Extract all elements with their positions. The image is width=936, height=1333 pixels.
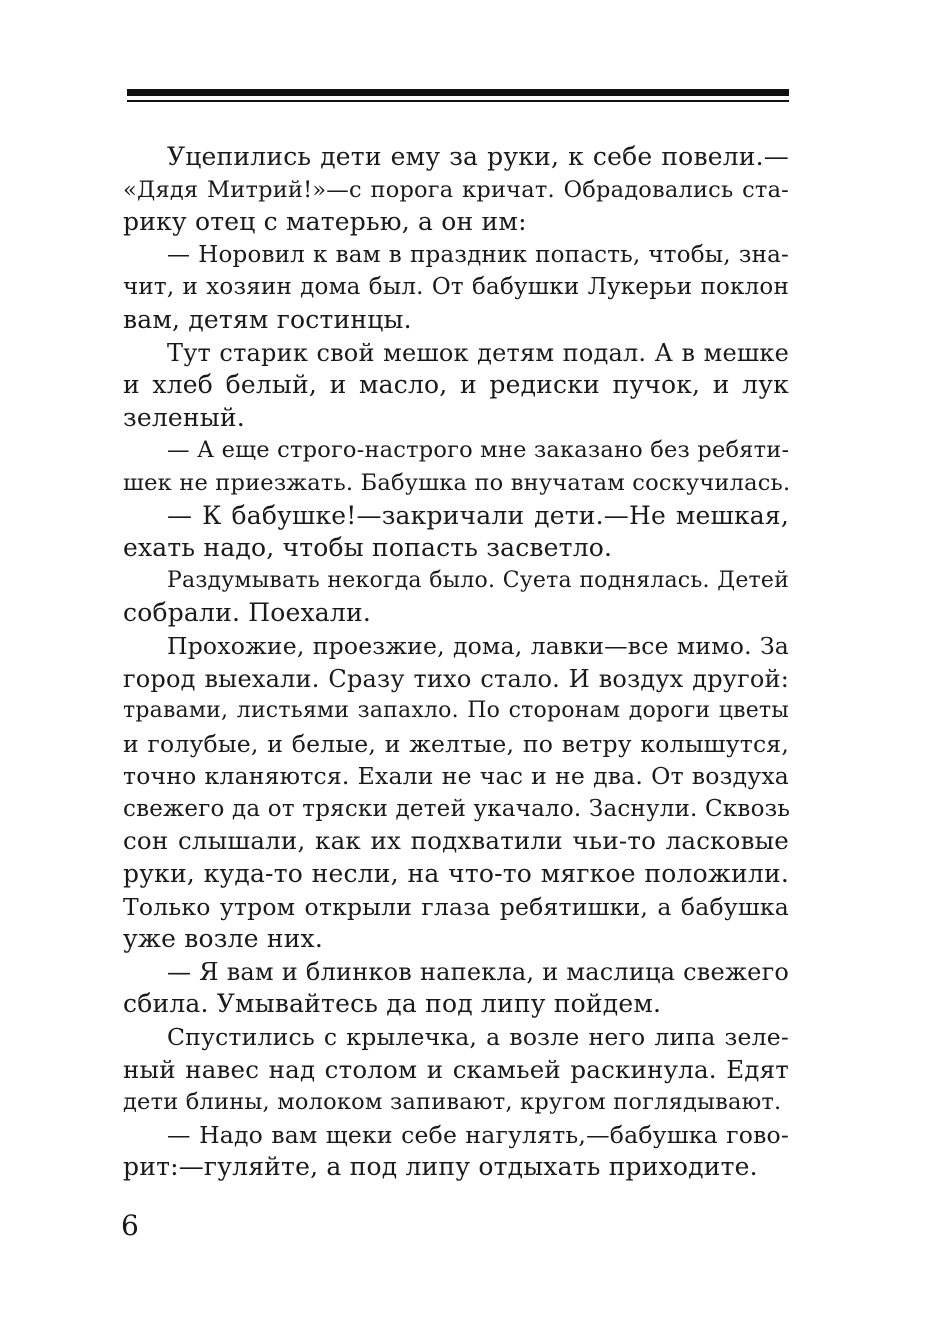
text-line: сбила. Умывайтесь да под липу пойдем. [123, 989, 662, 1019]
text-line: — Я вам и блинков напекла, и маслица свежего [167, 957, 789, 986]
text-line: рит:—гуляйте, а под липу отдыхать приходите. [123, 1152, 758, 1182]
text-line: рику отец с матерью, а он им: [123, 207, 527, 237]
text-line: свежего да от тряски детей укачало. Заснули. Сквозь [123, 795, 791, 822]
text-line: и голубые, и белые, и желтые, по ветру колышутся, [123, 729, 789, 758]
text-line: дети блины, молоком запивают, кругом поглядывают. [123, 1089, 782, 1116]
text-line: точно кланяются. Ехали не час и не два. От воздуха [123, 762, 789, 791]
header-rule-thick [127, 89, 789, 96]
text-line: Раздумывать некогда было. Суета поднялась. Детей [167, 567, 789, 593]
text-line: чит, и хозяин дома был. От бабушки Лукерьи поклон [123, 274, 789, 301]
header-rule-thin [127, 100, 789, 102]
text-line: травами, листьями запахло. По сторонам дороги цветы [123, 698, 789, 724]
page-number: 6 [121, 1209, 139, 1242]
text-line: уже возле них. [123, 924, 324, 954]
text-line: собрали. Поехали. [123, 598, 371, 628]
text-line: шек не приезжать. Бабушка по внучатам соскучилась. [123, 469, 791, 496]
text-line: — Норовил к вам в праздник попасть, чтобы, зна- [167, 241, 789, 268]
text-line: ный навес над столом и скамьей раскинула. Едят [123, 1054, 789, 1084]
text-line: Прохожие, проезжие, дома, лавки—все мимо. За [167, 631, 789, 660]
text-line: сон слышали, как их подхватили чьи-то ласковые [123, 826, 789, 856]
text-line: Уцепились дети ему за руки, к себе повели.— [167, 142, 789, 171]
text-line: Только утром открыли глаза ребятишки, а бабушка [123, 892, 789, 921]
text-line: — К бабушке!—закричали дети.—Не мешкая, [167, 500, 789, 530]
text-line: вам, детям гостинцы. [123, 304, 412, 334]
page-text [123, 141, 789, 1184]
text-line: и хлеб белый, и масло, и редиски пучок, и лук [123, 370, 789, 400]
text-line: город выехали. Сразу тихо стало. И воздух другой: [123, 664, 789, 693]
text-line: ехать надо, чтобы попасть засветло. [123, 533, 613, 563]
text-line: «Дядя Митрий!»—с порога кричат. Обрадовались ста- [123, 176, 789, 203]
text-line: Спустились с крылечка, а возле него липа зеле- [167, 1023, 789, 1052]
text-line: — Надо вам щеки себе нагулять,—бабушка гово- [167, 1120, 789, 1149]
text-line: Тут старик свой мешок детям подал. А в мешке [167, 338, 789, 367]
text-line: зеленый. [123, 402, 245, 432]
text-line: руки, куда-то несли, на что-то мягкое положили. [123, 859, 789, 889]
text-line: — А еще строго-настрого мне заказано без ребяти- [167, 437, 790, 464]
